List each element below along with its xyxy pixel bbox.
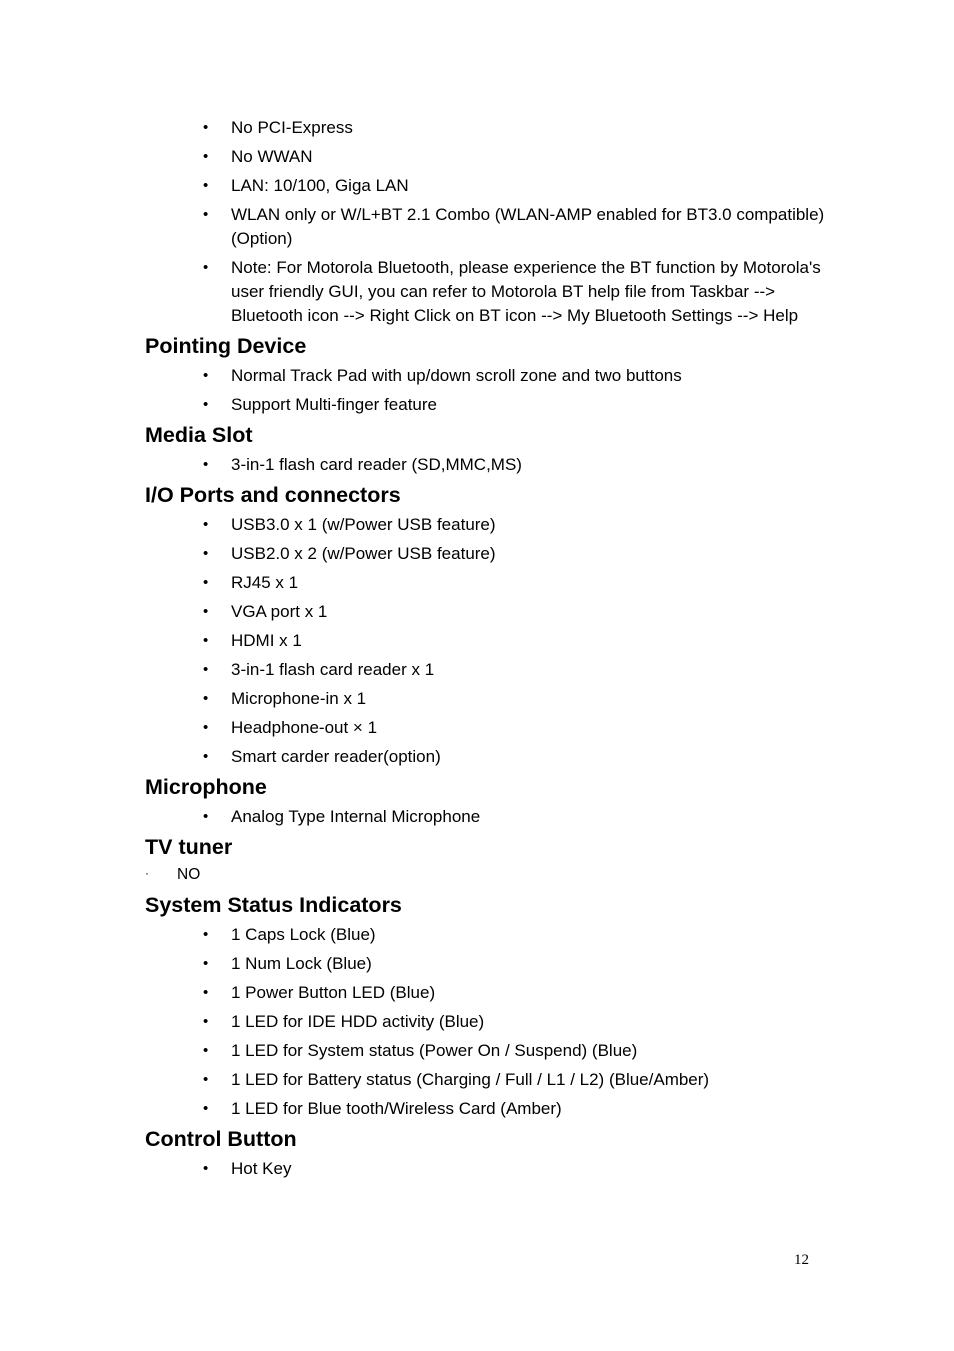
tv-tuner-value: NO [177, 866, 201, 883]
list-item: • Microphone-in x 1 [145, 687, 825, 711]
list-item: • HDMI x 1 [145, 629, 825, 653]
media-slot-list [145, 453, 825, 477]
list-item: • Normal Track Pad with up/down scroll zone and two buttons [145, 364, 825, 388]
list-item: • 1 Power Button LED (Blue) [145, 981, 825, 1005]
list-item: • LAN: 10/100, Giga LAN [145, 174, 825, 198]
list-item: • WLAN only or W/L+BT 2.1 Combo (WLAN-AMP enabled for BT3.0 compatible) (Option) [145, 203, 825, 251]
list-item: • VGA port x 1 [145, 600, 825, 624]
list-item: • 1 LED for Battery status (Charging / Full / L1 / L2) (Blue/Amber) [145, 1068, 825, 1092]
list-item: • 3-in-1 flash card reader x 1 [145, 658, 825, 682]
microphone-list [145, 805, 825, 829]
list-item: • No PCI-Express [145, 116, 825, 140]
list-item: • Support Multi-finger feature [145, 393, 825, 417]
list-item: • 1 LED for System status (Power On / Suspend) (Blue) [145, 1039, 825, 1063]
list-item: • Note: For Motorola Bluetooth, please experience the BT function by Motorola's user friendly GUI, you can refer to Motorola BT help file from Taskbar --> Bluetooth icon --> Right Click on BT icon --> My Bluetooth Settings --> Help [145, 256, 825, 328]
section-heading-io-ports: I/O Ports and connectors [145, 483, 401, 507]
section-heading-control-button: Control Button [145, 1127, 297, 1151]
section-heading-microphone: Microphone [145, 775, 267, 799]
control-button-list [145, 1157, 825, 1181]
list-item: • USB3.0 x 1 (w/Power USB feature) [145, 513, 825, 537]
list-item: • RJ45 x 1 [145, 571, 825, 595]
io-ports-list [145, 513, 825, 769]
section-heading-system-status: System Status Indicators [145, 893, 402, 917]
list-item: • 1 LED for Blue tooth/Wireless Card (Amber) [145, 1097, 825, 1121]
list-item: • Headphone-out × 1 [145, 716, 825, 740]
section-heading-media-slot: Media Slot [145, 423, 253, 447]
list-item: • 1 Num Lock (Blue) [145, 952, 825, 976]
pointing-device-list [145, 364, 825, 417]
intro-list [145, 116, 825, 328]
list-item: • Analog Type Internal Microphone [145, 805, 825, 829]
list-item: • 3-in-1 flash card reader (SD,MMC,MS) [145, 453, 825, 477]
section-heading-pointing-device: Pointing Device [145, 334, 307, 358]
list-item: • 1 Caps Lock (Blue) [145, 923, 825, 947]
list-item: • Smart carder reader(option) [145, 745, 825, 769]
list-item: • USB2.0 x 2 (w/Power USB feature) [145, 542, 825, 566]
list-item: • 1 LED for IDE HDD activity (Blue) [145, 1010, 825, 1034]
tv-tuner-item [145, 865, 825, 885]
section-heading-tv-tuner: TV tuner [145, 835, 233, 859]
page-content [145, 116, 825, 1186]
list-item: • Hot Key [145, 1157, 825, 1181]
list-item: • No WWAN [145, 145, 825, 169]
system-status-list [145, 923, 825, 1121]
tv-tuner-marker: · [145, 866, 149, 880]
page-number: 12 [794, 1252, 809, 1268]
